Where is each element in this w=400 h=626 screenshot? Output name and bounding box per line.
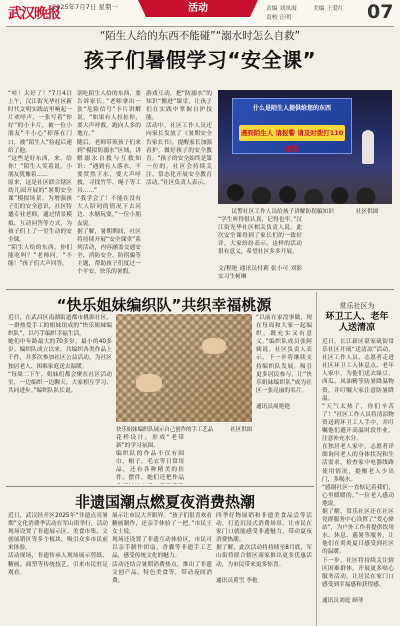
newspaper-masthead: 武汉晚报 [8, 6, 60, 22]
story3-column-1: 近日，武汉经开区2025年“非遗点亮暑期”文化消费季活动在军山街举行，活动现场设置了非遗展示区、美食市集、文创展销区等多个板块，吸引众多市民前来体验。 活动现场，非遗传承人现场展示剪纸、糖画、面塑等传统技艺，引来市民驻足观看。 [8, 513, 108, 576]
section-divider [6, 289, 394, 290]
sidebar-body: 近日，长江新区谌家矶街常乐社区开展“送清凉”活动，社区工作人员、志愿者走进社区环卫工人休息点、老年人家中，为他们送去绿豆、西瓜、风油精等防暑降温物资，并叮嘱大家注意防暑降温。 “天气太热了，你们辛苦了！”社区工作人员将清凉物资送到环卫工人手中，并叮嘱他们避开高温时段作业，注意补充水分。 在独居老人家中，志愿者详细询问老人的身体状况和生活需求，检查家中电器线路使用情况，提醒老人少出门，多喝水。 “感谢社区一直惦记着我们，心里暖暖的。”一位老人感动地说。 据了解，常乐社区还在社区党群服务中心设置了“爱心驿站”，为户外工作者提供饮用水、休息、避暑等服务，让他们在炎炎夏日感受到社区的温暖。 下一步，社区将持续关注辖区困难群体，开展更多贴心服务活动，让居民在家门口感受到幸福感和获得感。 通讯员刘庭 顾菲 [322, 339, 394, 604]
story1-column-1: “哇！太好了！”7月4日上午，汉江街光华社区新时代文明实践站里响起一片欢呼声，一张写着“你好”的小卡片，被一位小朋友“不小心”掉落在门口，被“陌生人”捡起后递给了他。 “这些是好东西，来，给你！”陌生人笑着说。小朋友犹豫着…… 原来，这是社区联合辖区幼儿园开展的“暑期安全课”模拟场景。为增强孩子们的安全意识，社区特邀专业老师，通过情景模拟、互动问答等方式，为孩子们上了一堂生动的安全课。 “陌生人给的东西，你们能吃吗？”老师问。“不能！”孩子们大声回答。 [8, 91, 72, 267]
story1-column-3: 游戏互动，把“防溺水”的知识“搬进”课堂，让孩子们在实践中掌握自护技能。 活动中，社区工作人员还向家长发放了《暑期安全告家长书》，提醒家长加强看护，做好孩子的安全教育。“孩子的安全始终是第一位的，社区会持续关注、常态化开展安全教育活动。”社区负责人表示。 [146, 91, 212, 187]
story2-headline: “快乐姐妹编织队”共织幸福桃源 [56, 296, 272, 314]
story1-photo-credit: 社区供图 [355, 209, 379, 215]
audience-crowd [218, 166, 392, 204]
screen-banner: 遇到陌生人 请报警 请及时拨打110报警 [239, 125, 345, 141]
page-number: 07 [367, 1, 394, 23]
column-divider [316, 292, 317, 626]
issue-date: 2025年7月7日 星期一 [52, 3, 118, 11]
story2-photo-credit: 社区供图 [230, 427, 252, 433]
section-tab: 活动 [146, 0, 250, 17]
hand-figure [202, 338, 226, 354]
sidebar-headline: 环卫工人、老年人送清凉 [325, 312, 389, 333]
story3-column-2: 展示让市民大开眼界。“孩子们很喜欢看糖画制作，还亲手体验了一把。”市民王女士说。 现场还设置了非遗互动体验区，市民可以亲手制作团扇、香囊等非遗手工艺品，感受传统文化的魅力。 活动还结合暑期消费热点，推出了非遗文创产品、特色美食等，带动夜间消费。 [112, 513, 212, 584]
story1-kicker: “陌生人给的东西不能碰”“溺水时怎么自救” [99, 30, 301, 42]
story2-caption [116, 425, 252, 433]
header-rule [6, 26, 394, 27]
knitting-pattern [116, 314, 252, 422]
projection-screen [232, 98, 352, 154]
speaker-figure [362, 130, 374, 164]
story1-headline: 孩子们暑假学习“安全课” [83, 48, 317, 72]
story1-caption-text: 民警社区工作人员给孩子讲解防拐骗知识 [231, 209, 334, 215]
story2-column-2: 花样设计，形成“老带新”的学习氛围。 编织队的作品不仅有围巾、帽子、毛衣等日常用品，还有各种精美的挂件、摆件。她们还把作品 [116, 435, 184, 482]
story2-photo [116, 314, 252, 422]
sidebar-kicker: 常乐社区为 [339, 302, 375, 310]
hand-figure [136, 374, 162, 392]
story3-headline: 非遗国潮点燃夏夜消费热潮 [74, 493, 255, 511]
page-header [0, 0, 400, 26]
story1-caption [218, 206, 392, 215]
story1-photo [218, 90, 392, 204]
proofreader-credit: 责校 汪明 [266, 15, 292, 21]
section-divider [6, 486, 314, 487]
story3-column-3: 四季好物展销和非遗美食品尝等活动，打造沉浸式消费场景，让市民在家门口就能感受非遗魅力，带动夏夜消费热潮。 据了解，此次活动将持续至8月底，军山街将联合辖区商家推出更多优惠活动，为市民带来更多惊喜。 通讯员黄雪 李艳 [216, 513, 312, 584]
screen-title: 什么是陌生人提供给您的东西 [252, 105, 331, 112]
story2-column-1: 近日，在武昌区南湖街道都市桃源社区，一群热爱手工的姐妹组成的“快乐姐妹编织队”，以巧手编织幸福生活。 她们中年龄最大的70多岁，最小的40多岁。编织队成立以来，共编织各类作品上千件，并多次参加社区公益活动，为社区独居老人、困难家庭送去温暖。 “每周二下午，姐妹们都会聚在社区活动室，一边编织一边聊天，大家相互学习、共同进步。”编织队队长说。 [8, 315, 112, 394]
designer-credit: 美编 王爱红 [313, 6, 344, 12]
story2-column-3: “以前在家没事做，现在每周和大家一起编织，既充实又有意义。”编织队成员张阿姨说。社区负责人表示，下一步将继续支持编织队发展，吸引更多居民参与，让“快乐姐妹编织队”成为社区一张亮丽的名片。 通讯员周艳艳 [256, 315, 312, 411]
story2-caption-text: 快乐姐妹编织队展示自己创作的手工艺品 [116, 427, 214, 433]
story1-column-4: “学生听得很认真，记得也牢。”汉江街光华社区相关负责人说，此次安全课得到了家长们的一致好评，大家纷纷表示，这样的活动很有意义，希望社区多多开展。 文/程艳 通讯员付莉 张小可 刘影 实习生柯琳 [218, 217, 302, 280]
editor-credit: 责编 刘凤霞 [266, 6, 297, 12]
story1-column-2: 别吃陌生人给的东西，要告诉家长。”老师拿出一张“危险信号”卡片讲解说，“如果有人拉扯你，要大声呼救，跑向人多的地方。” 随后，老师带领孩子们来到“模拟防溺水”区域，讲解溺水自救与互救知识：“遇到有人落水，不要贸然下水，要大声呼救，寻找竹竿、绳子等工具……” “我学会了！不能在没有大人陪同的情况下去河边、水塘玩耍。”一位小朋友说。 据了解，暑期期间，社区将持续开展“安全课堂”系列活动，内容涵盖交通安全、消防安全、防拐骗等主题，帮助孩子们度过一个平安、快乐的暑假。 [77, 91, 141, 276]
